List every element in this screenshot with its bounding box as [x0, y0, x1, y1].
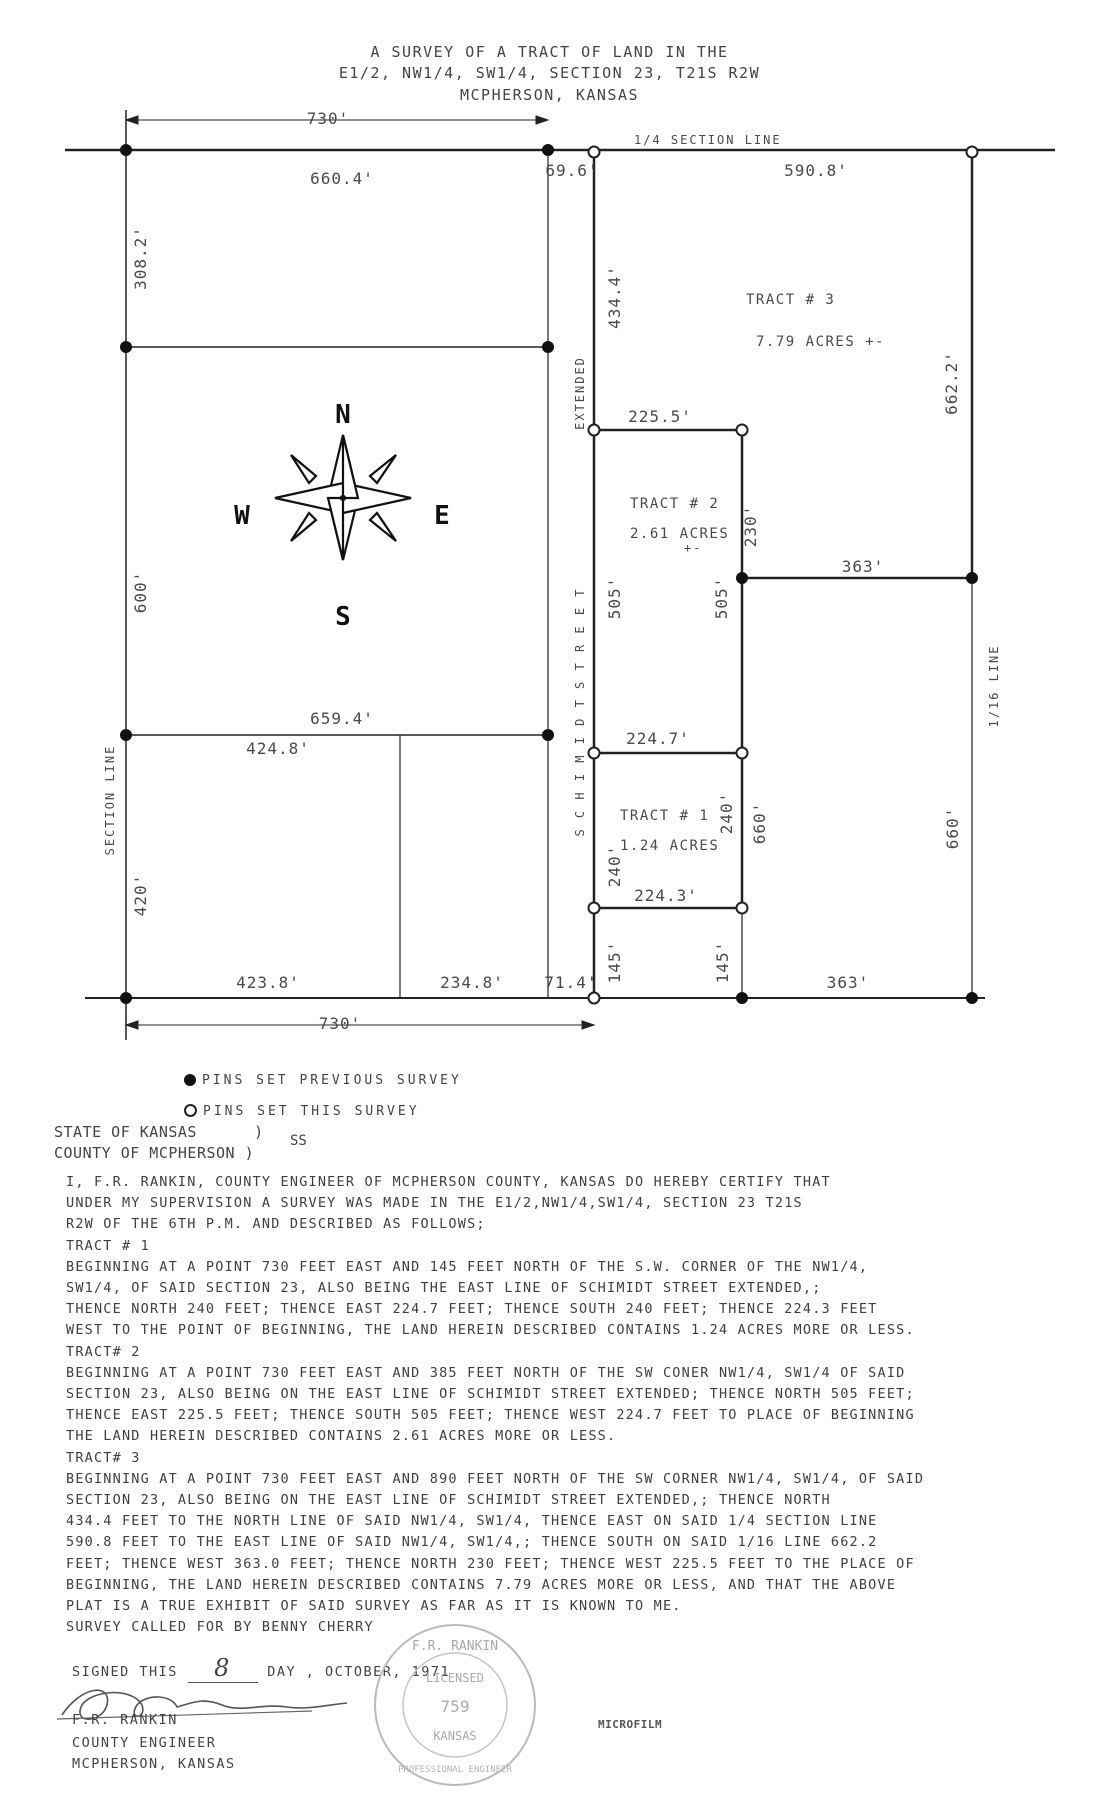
compass-s: S: [335, 602, 351, 632]
dim-left-bottom: 420': [131, 873, 150, 917]
dim-tract3-east: 662.2': [942, 351, 961, 415]
pin-previous: [542, 341, 554, 353]
certificate-line: WEST TO THE POINT OF BEGINNING, THE LAND HEREIN DESCRIBED CONTAINS 1.24 ACRES MORE OR LESS.: [66, 1322, 915, 1339]
filled-pin-icon: [184, 1074, 196, 1086]
dim-left-top: 308.2': [131, 226, 150, 290]
plat-title-line-2: E1/2, NW1/4, SW1/4, SECTION 23, T21S R2W: [338, 64, 761, 82]
certificate-line: THENCE NORTH 240 FEET; THENCE EAST 224.7 FEET; THENCE SOUTH 240 FEET; THENCE 224.3 FEET: [66, 1301, 878, 1318]
certificate-line: THENCE EAST 225.5 FEET; THENCE SOUTH 505 FEET; THENCE WEST 224.7 FEET TO PLACE OF BEGINNING: [66, 1407, 915, 1424]
dim-bottom-gap: 71.4': [544, 973, 598, 992]
certificate-line: SURVEY CALLED FOR BY BENNY CHERRY: [66, 1619, 374, 1636]
pin-previous: [542, 729, 554, 741]
compass-n: N: [335, 400, 351, 430]
pin-this-survey: [967, 147, 978, 158]
dim-east-lower: 660': [943, 806, 962, 850]
venue-block: STATE OF KANSAS ) COUNTY OF MCPHERSON ): [54, 1123, 264, 1162]
certificate-line: BEGINNING AT A POINT 730 FEET EAST AND 385 FEET NORTH OF THE SW CONER NW1/4, SW1/4 OF SAID: [66, 1364, 906, 1381]
venue-state: STATE OF KANSAS: [54, 1123, 197, 1141]
pin-previous: [120, 992, 132, 1004]
open-pin-icon: [184, 1104, 197, 1117]
dim-bottom-width: 730': [318, 1014, 362, 1033]
dim-middle-left: 424.8': [246, 739, 310, 758]
dim-tract1-west: 240': [605, 844, 624, 888]
venue-ss: SS: [290, 1133, 307, 1149]
dim-bottom-right: 363': [826, 973, 870, 992]
tract2-name: TRACT # 2: [630, 496, 720, 512]
street-label: S C H I M I D T S T R E E T: [573, 587, 587, 837]
svg-text:KANSAS: KANSAS: [433, 1729, 477, 1743]
tract2-area: 2.61 ACRES: [630, 526, 730, 542]
certificate-line: TRACT# 3: [66, 1449, 141, 1466]
certificate-text: [66, 1172, 1066, 1638]
certificate-line: R2W OF THE 6TH P.M. AND DESCRIBED AS FOLLOWS;: [66, 1216, 486, 1233]
tract1-name: TRACT # 1: [620, 808, 710, 824]
svg-text:759: 759: [440, 1697, 470, 1716]
certificate-line: BEGINNING AT A POINT 730 FEET EAST AND 890 FEET NORTH OF THE SW CORNER NW1/4, SW1/4, OF SAID: [66, 1470, 925, 1487]
legend-previous: PINS SET PREVIOUS SURVEY: [184, 1073, 462, 1088]
tract3-name: TRACT # 3: [746, 292, 836, 308]
engineer-seal: [370, 1620, 540, 1790]
pin-this-survey: [737, 748, 748, 759]
certificate-line: PLAT IS A TRUE EXHIBIT OF SAID SURVEY AS FAR AS IT IS KNOWN TO ME.: [66, 1598, 682, 1615]
quarter-section-line-label: 1/4 SECTION LINE: [634, 133, 782, 147]
dim-tract1-below-e: 145': [713, 940, 732, 984]
certificate-line: UNDER MY SUPERVISION A SURVEY WAS MADE IN THE E1/2,NW1/4,SW1/4, SECTION 23 T21S: [66, 1195, 803, 1212]
dim-tract2-south: 224.7': [626, 729, 690, 748]
dim-tract2-east-upper: 230': [741, 504, 760, 548]
engineer-place: MCPHERSON, KANSAS: [72, 1756, 236, 1772]
certificate-line: TRACT# 2: [66, 1343, 141, 1360]
certificate-line: BEGINNING AT A POINT 730 FEET EAST AND 145 FEET NORTH OF THE S.W. CORNER OF THE NW1/4,: [66, 1258, 869, 1275]
dim-tract2-west: 505': [605, 576, 624, 620]
certificate-line: BEGINNING, THE LAND HEREIN DESCRIBED CONTAINS 7.79 ACRES MORE OR LESS, AND THAT THE ABOVE: [66, 1576, 897, 1593]
certificate-line: THE LAND HEREIN DESCRIBED CONTAINS 2.61 ACRES MORE OR LESS.: [66, 1428, 617, 1445]
tract1-area: 1.24 ACRES: [620, 838, 720, 854]
dim-top-gap: 69.6': [545, 161, 599, 180]
dim-tract1-south: 224.3': [634, 886, 698, 905]
dim-tract2-north: 225.5': [628, 407, 692, 426]
tract3-area: 7.79 ACRES +-: [756, 334, 886, 350]
dim-tract2-east: 505': [712, 576, 731, 620]
certificate-line: I, F.R. RANKIN, COUNTY ENGINEER OF MCPHERSON COUNTY, KANSAS DO HEREBY CERTIFY THAT: [66, 1174, 831, 1190]
compass-rose-icon: [275, 435, 411, 560]
plat-title-line-3: MCPHERSON, KANSAS: [459, 86, 640, 104]
dim-bottom-middle: 234.8': [440, 973, 504, 992]
section-line-label: SECTION LINE: [103, 744, 117, 856]
pin-previous: [120, 144, 132, 156]
dim-tract3-west: 434.4': [605, 265, 624, 329]
dim-left-middle: 600': [131, 570, 150, 614]
pin-this-survey: [589, 147, 600, 158]
pin-this-survey: [737, 425, 748, 436]
engineer-name: F.R. RANKIN: [72, 1712, 178, 1728]
pin-previous: [736, 992, 748, 1004]
pin-previous: [120, 729, 132, 741]
svg-text:LICENSED: LICENSED: [426, 1671, 484, 1685]
pin-this-survey: [589, 748, 600, 759]
pin-this-survey: [737, 903, 748, 914]
compass-e: E: [434, 501, 450, 531]
pin-previous: [736, 572, 748, 584]
svg-text:PROFESSIONAL ENGINEER: PROFESSIONAL ENGINEER: [398, 1765, 512, 1775]
dim-bottom-left: 423.8': [236, 973, 300, 992]
dim-tract3-south: 363': [841, 557, 885, 576]
dim-top-width: 730': [306, 109, 350, 128]
pin-this-survey: [589, 903, 600, 914]
signed-line: SIGNED THIS 8 DAY , OCTOBER, 1971: [72, 1654, 451, 1682]
dim-top-left-parcel: 660.4': [310, 169, 374, 188]
pin-this-survey: [589, 425, 600, 436]
dim-tract1-below-w: 145': [605, 940, 624, 984]
dim-top-right: 590.8': [784, 161, 848, 180]
microfilm-stamp: MICROFILM: [598, 1718, 663, 1731]
legend-this: PINS SET THIS SURVEY: [184, 1104, 420, 1119]
pin-previous: [966, 992, 978, 1004]
compass-w: W: [234, 501, 250, 531]
dim-tract1-east: 240': [717, 791, 736, 835]
certificate-line: SECTION 23, ALSO BEING ON THE EAST LINE OF SCHIMIDT STREET EXTENDED,; THENCE NORTH: [66, 1492, 831, 1509]
certificate-line: SECTION 23, ALSO BEING ON THE EAST LINE OF SCHIMIDT STREET EXTENDED; THENCE NORTH 505 FEET;: [66, 1386, 915, 1403]
dim-tract1-east-right: 660': [750, 801, 769, 845]
venue-county: COUNTY OF MCPHERSON: [54, 1144, 236, 1162]
dim-middle-line: 659.4': [310, 709, 374, 728]
tract2-plus-minus: +-: [684, 541, 703, 555]
certificate-line: SW1/4, OF SAID SECTION 23, ALSO BEING THE EAST LINE OF SCHIMIDT STREET EXTENDED,;: [66, 1280, 822, 1297]
pin-this-survey: [589, 993, 600, 1004]
certificate-line: FEET; THENCE WEST 363.0 FEET; THENCE NORTH 230 FEET; THENCE WEST 225.5 FEET TO THE PLACE OF: [66, 1555, 915, 1572]
certificate-line: 590.8 FEET TO THE EAST LINE OF SAID NW1/4, SW1/4,; THENCE SOUTH ON SAID 1/16 LINE 662.2: [66, 1534, 878, 1551]
plat-title-line-1: A SURVEY OF A TRACT OF LAND IN THE: [370, 43, 729, 61]
certificate-line: 434.4 FEET TO THE NORTH LINE OF SAID NW1/4, SW1/4, THENCE EAST ON SAID 1/4 SECTION LINE: [66, 1513, 878, 1530]
street-extended-label: EXTENDED: [573, 356, 587, 430]
svg-text:F.R. RANKIN: F.R. RANKIN: [411, 1639, 499, 1654]
pin-previous: [120, 341, 132, 353]
sixteenth-line-label: 1/16 LINE: [987, 644, 1001, 728]
signed-day: 8: [188, 1654, 258, 1683]
certificate-line: TRACT # 1: [66, 1237, 150, 1254]
pin-previous: [966, 572, 978, 584]
engineer-role: COUNTY ENGINEER: [72, 1735, 217, 1751]
pin-previous: [542, 144, 554, 156]
